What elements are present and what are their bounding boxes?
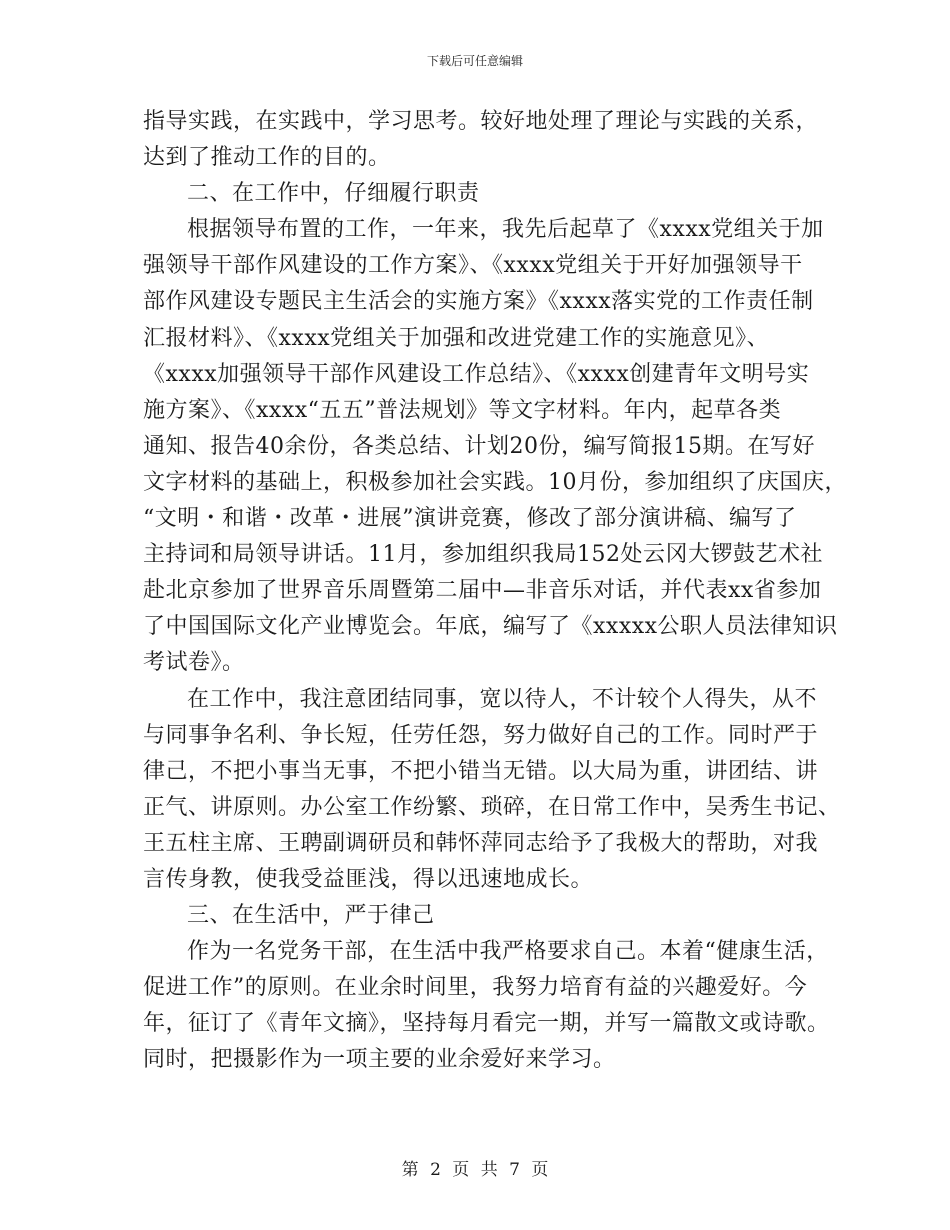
text-line: 强领导干部作风建设的工作方案》、《xxxx党组关于开好加强领导干 bbox=[143, 253, 803, 279]
text-line: 年，征订了《青年文摘》，坚持每月看完一期，并写一篇散文或诗歌。 bbox=[143, 1011, 830, 1037]
text-line: 同时，把摄影作为一项主要的业余爱好来学习。 bbox=[143, 1047, 616, 1073]
page-header-note: 下载后可任意编辑 bbox=[426, 54, 523, 68]
text-line: 通知、报告40余份，各类总结、计划20份，编写简报15期。在写好 bbox=[143, 433, 815, 459]
document-body bbox=[143, 104, 847, 1079]
text-line: 考试卷》。 bbox=[143, 650, 245, 676]
text-line: 根据领导布置的工作，一年来，我先后起草了《xxxx党组关于加 bbox=[187, 217, 824, 243]
text-line: 与同事争名利、争长短，任劳任怨，努力做好自己的工作。同时严于 bbox=[143, 722, 819, 748]
text-line: 正气、讲原则。办公室工作纷繁、琐碎，在日常工作中，吴秀生书记、 bbox=[143, 794, 841, 820]
text-line: 赴北京参加了世界音乐周暨第二届中—非音乐对话，并代表xx省参加 bbox=[143, 578, 822, 604]
text-line: 在工作中，我注意团结同事，宽以待人，不计较个人得失，从不 bbox=[187, 686, 818, 712]
text-line: 达到了推动工作的目的。 bbox=[143, 145, 391, 171]
text-line: 文字材料的基础上，积极参加社会实践。10月份，参加组织了庆国庆， bbox=[143, 469, 847, 495]
text-line: 汇报材料》、《xxxx党组关于加强和改进党建工作的实施意见》、 bbox=[143, 325, 770, 351]
text-line: 律己，不把小事当无事，不把小错当无错。以大局为重，讲团结、讲 bbox=[143, 758, 819, 784]
text-line: 了中国国际文化产业博览会。年底，编写了《xxxxx公职人员法律知识 bbox=[143, 614, 838, 640]
text-line: 主持词和局领导讲话。11月，参加组织我局152处云冈大锣鼓艺术社 bbox=[143, 542, 823, 568]
text-line: 作为一名党务干部，在生活中我严格要求自己。本着“健康生活， bbox=[187, 939, 829, 965]
text-line: 言传身教，使我受益匪浅，得以迅速地成长。 bbox=[143, 866, 594, 892]
text-line: 指导实践，在实践中，学习思考。较好地处理了理论与实践的关系， bbox=[143, 109, 819, 134]
text-line: 《xxxx加强领导干部作风建设工作总结》、《xxxx创建青年文明号实 bbox=[143, 361, 810, 387]
text-line: 二、在工作中，仔细履行职责 bbox=[187, 181, 480, 207]
text-line: 三、在生活中，严于律己 bbox=[187, 903, 435, 929]
text-line: “文明・和谐・改革・进展”演讲竞赛，修改了部分演讲稿、编写了 bbox=[143, 506, 797, 532]
page-number-footer: 第 2 页 共 7 页 bbox=[401, 1160, 549, 1180]
text-line: 王五柱主席、王聘副调研员和韩怀萍同志给予了我极大的帮助，对我 bbox=[143, 830, 819, 856]
text-line: 施方案》、《xxxx“五五”普法规划》等文字材料。年内，起草各类 bbox=[143, 397, 782, 423]
text-line: 促进工作”的原则。在业余时间里，我努力培育有益的兴趣爱好。今 bbox=[143, 975, 808, 1001]
text-line: 部作风建设专题民主生活会的实施方案》《xxxx落实党的工作责任制 bbox=[143, 289, 814, 315]
